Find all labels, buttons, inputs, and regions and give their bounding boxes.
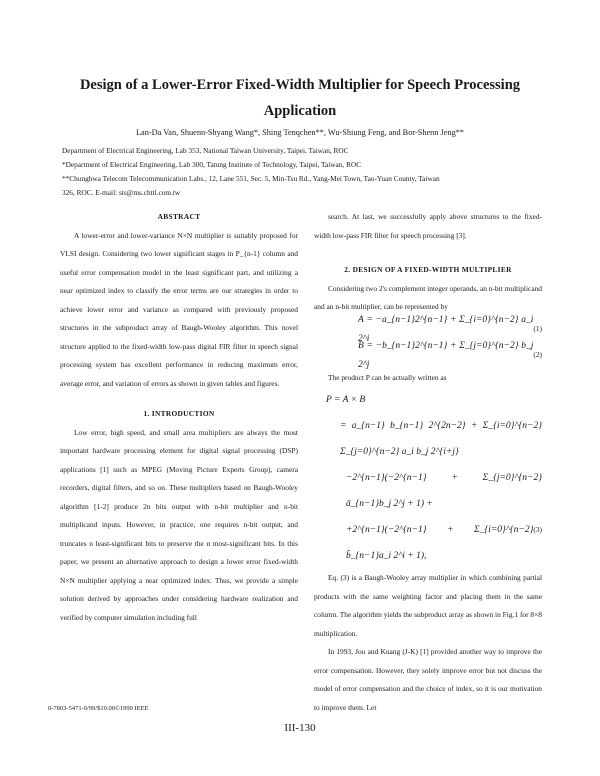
design-text: Considering two 2's complement integer operands, an n-bit multiplicand and an n-bit multiplier, can be represented by	[314, 283, 542, 311]
equation-1-body: A = −a_{n−1}2^{n−1} + Σ_{i=0}^{n−2} a_i 2^i	[358, 315, 534, 344]
affiliation-1: Department of Electrical Engineering, Lab 353, National Taiwan University, Taipei, Taiwan, ROC	[62, 146, 349, 155]
final-text: In 1993, Jou and Kuang (J-K) [1] provided another way to improve the error compensation. However, they solely improve error but not discuss the model of error compensation and the choice of index, so it is our motivation to improve them. Let	[314, 647, 542, 712]
after-equation-text: Eq. (3) is a Baugh-Wooley array multiplier in which combining partial products with the same weighting factor and placing them in the same column. The algorithm yields the subproduct array as shown in Fig.1 for 8×8 multiplication.	[314, 573, 542, 638]
copyright-footer: 0-7803-5471-0/99/$10.00©1999 IEEE	[48, 705, 149, 712]
equation-3-line-4: +2^{n−1}(−2^{n−1} + Σ_{i=0}^{n−2} b̄_{n−1}a_i 2^i + 1),	[346, 525, 534, 561]
abstract-heading: ABSTRACT	[157, 212, 201, 221]
intro-heading: 1. INTRODUCTION	[143, 409, 215, 418]
equation-2-number: (2)	[533, 350, 542, 360]
authors: Lan-Da Van, Shuenn-Shyang Wang*, Shing Tenqchen**, Wu-Shiung Feng, and Bor-Shenn Jeng**	[135, 128, 465, 137]
affiliation-4: 326, ROC. E-mail: sts@ms.chttl.com.tw	[62, 188, 181, 197]
equation-2	[314, 343, 542, 369]
page-number: III-130	[284, 722, 316, 734]
title-line-1: Design of a Lower-Error Fixed-Width Multiplier for Speech Processing	[79, 77, 521, 93]
design-heading: 2. DESIGN OF A FIXED-WIDTH MULTIPLIER	[344, 265, 512, 274]
product-text: The product P can be actually written as	[328, 372, 447, 382]
equation-3-number: (3)	[533, 525, 542, 534]
equation-3	[314, 387, 542, 569]
equation-2-body: B = −b_{n−1}2^{n−1} + Σ_{j=0}^{n−2} b_j 2^j	[358, 341, 534, 370]
left-column	[60, 208, 298, 627]
intro-text: Low error, high speed, and small area multipliers are always the most important hardware processing element for digital signal processing (DSP) applications [1] such as MPEG (Moving Picture Experts Group), camera recorders, digital filters, and so on. These multipliers based on Baugh-Wooley algorithm [1-2] produce 2n bits output with n-bit multiplier and n-bit multiplicand inputs. However, in practice, one requires n-bit output, and truncates n least-significant bits to preserve the n most-significant bits. In this paper, we present an alternative approach to design a lower error fixed-width N×N multiplier applying a near optimized index. Thus, we provide a simple solution derived by approaches under considering hardware realization and verified by computer simulation including full	[60, 427, 298, 622]
equation-3-line-1: P = A × B	[326, 395, 366, 405]
right-top-text: search. At last, we successfully apply above structures to the fixed-width low-pass FIR filter for speech processing [3].	[314, 212, 542, 240]
affiliation-3: **Chunghwa Telecom Telecommunication Labs., 12, Lane 551, Sec. 5, Min-Tsu Rd., Yang-Mei Town, Tao-Yuan County, Taiwan	[62, 174, 440, 183]
affiliations	[62, 144, 562, 200]
equation-3-line-3: −2^{n−1}(−2^{n−1} + Σ_{j=0}^{n−2} ā_{n−1}b_j 2^j + 1) +	[346, 473, 542, 509]
abstract-text: A lower-error and lower-variance N×N multiplier is suitably proposed for VLSI design. Considering two lower significant stages in P_{n-1} column and useful error compensation model in the least significant part, and utilizing a near optimized index to classify the error terms are our strategies in order to achieve lower error and variance as compared with previously proposed structures in the subproduct array of Baugh-Wooley algorithm. This novel structure applied to the fixed-width low-pass digital FIR filter in speech signal processing system has excellent performance in reducing maximum error, average error, and variation of errors as shown in given tables and figures.	[60, 230, 298, 388]
paper-title	[40, 72, 560, 124]
right-column	[314, 208, 542, 717]
equation-1-number: (1)	[533, 324, 542, 334]
equation-3-line-2: = a_{n−1} b_{n−1} 2^{2n−2} + Σ_{i=0}^{n−2} Σ_{j=0}^{n−2} a_i b_j 2^{i+j}	[340, 421, 542, 457]
affiliation-2: *Department of Electrical Engineering, Lab 300, Tatung Institute of Technology, Taipei, Taiwan, ROC	[62, 160, 362, 169]
title-line-2: Application	[263, 103, 337, 119]
